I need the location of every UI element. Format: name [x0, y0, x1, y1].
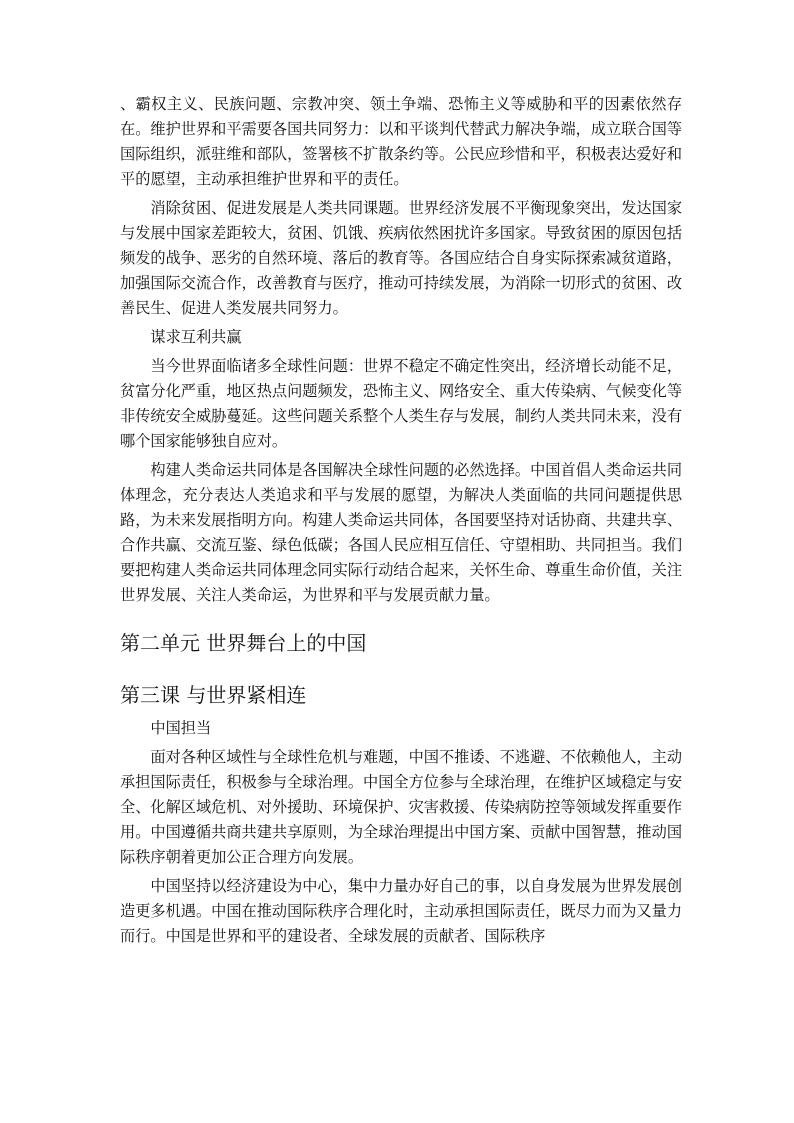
subheading: 谋求互利共赢 — [150, 328, 242, 346]
paragraph: 当今世界面临诸多全球性问题：世界不稳定不确定性突出，经济增长动能不足，贫富分化严重，地区热点问题频发，恐怖主义、网络安全、重大传染病、气候变化等非传统安全威胁蔓延。这些问题关系整个人类生存与发展，制约人类共同未来，没有哪个国家能够独自应对。 — [120, 357, 682, 450]
paragraph: 、霸权主义、民族问题、宗教冲突、领土争端、恐怖主义等威胁和平的因素依然存在。维护世界和平需要各国共同努力：以和平谈判代替武力解决争端，成立联合国等国际组织，派驻维和部队，签署核不扩散条约等。公民应珍惜和平，积极表达爱好和平的愿望，主动承担维护世界和平的责任。 — [120, 95, 682, 188]
paragraph: 消除贫困、促进发展是人类共同课题。世界经济发展不平衡现象突出，发达国家与发展中国家差距较大，贫困、饥饿、疾病依然困扰许多国家。导致贫困的原因包括频发的战争、恶劣的自然环境、落后的教育等。各国应结合自身实际探索减贫道路，加强国际交流合作，改善教育与医疗，推动可持续发展，为消除一切形式的贫困、改善民生、促进人类发展共同努力。 — [120, 199, 682, 317]
document-page — [120, 92, 682, 953]
unit-heading: 第二单元 世界舞台上的中国 — [120, 631, 367, 655]
lesson-heading: 第三课 与世界紧相连 — [120, 683, 307, 707]
paragraph: 面对各种区域性与全球性危机与难题，中国不推诿、不逃避、不依赖他人，主动承担国际责任，积极参与全球治理。中国全方位参与全球治理，在维护区域稳定与安全、化解区域危机、对外援助、环境保护、灾害救援、传染病防控等领域发挥重要作用。中国遵循共商共建共享原则，为全球治理提出中国方案、贡献中国智慧，推动国际秩序朝着更加公正合理方向发展。 — [120, 748, 682, 866]
paragraph: 中国坚持以经济建设为中心，集中力量办好自己的事，以自身发展为世界发展创造更多机遇。中国在推动国际秩序合理化时，主动承担国际责任，既尽力而为又量力而行。中国是世界和平的建设者、全球发展的贡献者、国际秩序 — [120, 877, 682, 945]
paragraph: 构建人类命运共同体是各国解决全球性问题的必然选择。中国首倡人类命运共同体理念，充分表达人类追求和平与发展的愿望，为解决人类面临的共同问题提供思路，为未来发展指明方向。构建人类命运共同体，各国要坚持对话协商、共建共享、合作共赢、交流互鉴、绿色低碳；各国人民应相互信任、守望相助、共同担当。我们要把构建人类命运共同体理念同实际行动结合起来，关怀生命、尊重生命价值，关注世界发展、关注人类命运，为世界和平与发展贡献力量。 — [120, 461, 682, 604]
subheading: 中国担当 — [150, 719, 212, 737]
